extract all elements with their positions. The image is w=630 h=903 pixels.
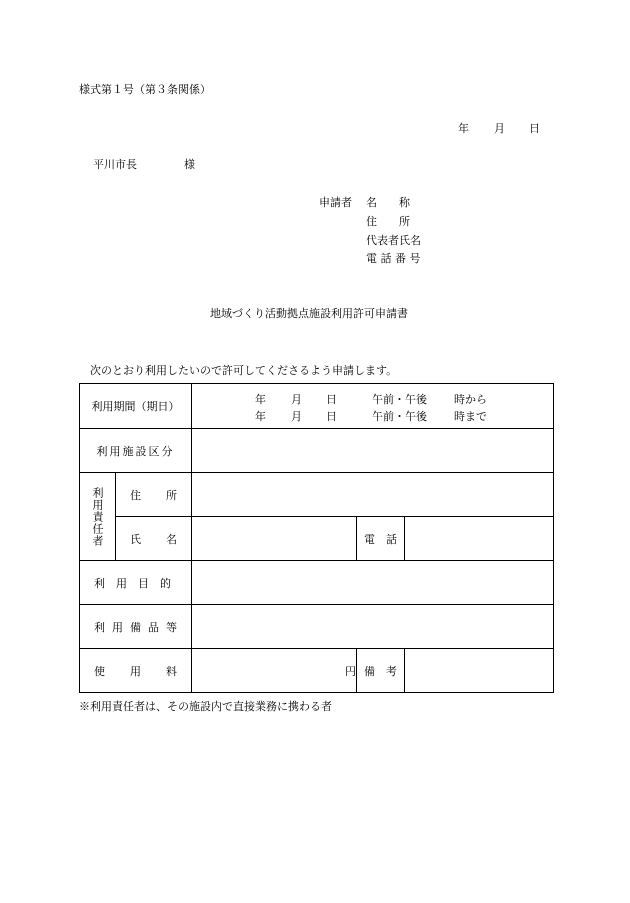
period-start-year: 年	[255, 393, 266, 406]
addressee-honorific: 様	[184, 158, 195, 171]
period-start-month: 月	[291, 393, 302, 406]
address-label: 住 所	[116, 473, 192, 517]
remarks-input[interactable]	[405, 649, 554, 693]
equipment-label: 利 用 備 品 等	[80, 605, 192, 649]
date-month: 月	[494, 122, 505, 135]
period-end-ampm: 午前・午後	[372, 410, 427, 423]
facility-label: 利用施設区分	[80, 429, 192, 473]
remarks-label: 備 考	[357, 649, 405, 693]
application-table	[79, 383, 554, 693]
name-label: 氏 名	[116, 517, 192, 561]
responsible-label-cell	[80, 473, 116, 561]
applicant-label: 申請者	[319, 196, 352, 209]
applicant-field-name: 名 称	[366, 196, 410, 209]
applicant-field-phone: 電 話 番 号	[366, 252, 421, 265]
fee-unit: 円	[345, 664, 356, 678]
period-end-year: 年	[255, 410, 266, 423]
period-end-month: 月	[291, 410, 302, 423]
equipment-input[interactable]	[192, 605, 554, 649]
intro-text: 次のとおり利用したいので許可してくださるよう申請します。	[90, 364, 398, 377]
applicant-field-address: 住 所	[366, 215, 410, 228]
addressee-name: 平川市長	[93, 158, 137, 171]
name-input[interactable]	[192, 517, 357, 561]
form-number: 様式第１号（第３条関係）	[79, 83, 211, 96]
date-day: 日	[529, 122, 540, 135]
phone-label: 電 話	[357, 517, 405, 561]
fee-input[interactable]	[192, 649, 357, 693]
date-year: 年	[458, 122, 469, 135]
period-start-time: 時から	[454, 393, 487, 406]
period-cell	[192, 384, 554, 429]
period-start-day: 日	[326, 393, 337, 406]
period-end-day: 日	[326, 410, 337, 423]
applicant-field-representative: 代表者氏名	[366, 234, 421, 247]
purpose-input[interactable]	[192, 561, 554, 605]
address-input[interactable]	[192, 473, 554, 517]
fee-label: 使 用 料	[80, 649, 192, 693]
period-start-ampm: 午前・午後	[372, 393, 427, 406]
responsible-label: 利用責任者	[91, 486, 104, 547]
period-end-time: 時まで	[454, 410, 487, 423]
period-label: 利用期間（期日）	[80, 384, 192, 429]
facility-input[interactable]	[192, 429, 554, 473]
phone-input[interactable]	[405, 517, 554, 561]
page-title: 地域づくり活動拠点施設利用許可申請書	[210, 307, 408, 320]
purpose-label: 利 用 目 的	[80, 561, 192, 605]
footnote: ※利用責任者は、その施設内で直接業務に携わる者	[79, 700, 332, 713]
